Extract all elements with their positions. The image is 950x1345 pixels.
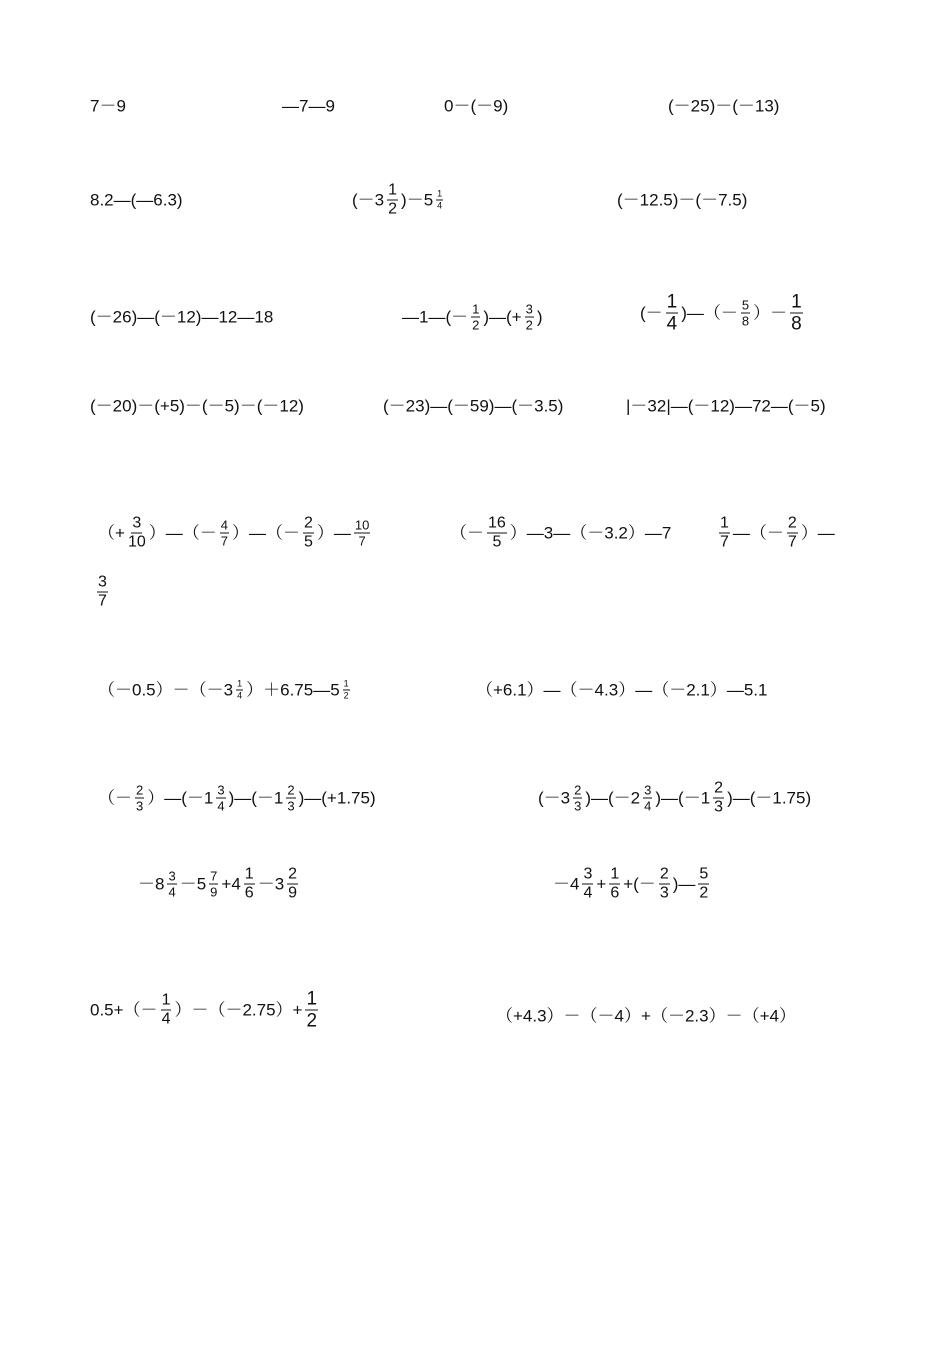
fraction-denominator: 4 bbox=[217, 798, 225, 814]
expression-text: )—(+ bbox=[483, 307, 522, 327]
fraction-denominator: 9 bbox=[288, 884, 298, 902]
expression-text: ）＋6.75—5 bbox=[246, 680, 340, 700]
math-expression bbox=[668, 98, 779, 115]
math-expression bbox=[626, 398, 826, 415]
expression-text: +4 bbox=[221, 874, 241, 894]
math-expression bbox=[496, 1008, 796, 1025]
expression-text: 8.2—(—6.3) bbox=[90, 190, 183, 210]
fraction-numerator: 1 bbox=[610, 865, 620, 883]
fraction bbox=[787, 516, 798, 551]
fraction-denominator: 8 bbox=[791, 313, 802, 335]
expression-text: －8 bbox=[138, 874, 165, 894]
expression-text: (－26)—(－12)—12—18 bbox=[90, 307, 274, 327]
expression-text: －3 bbox=[257, 874, 285, 894]
expression-text: —（－ bbox=[732, 523, 784, 543]
expression-text: (－3 bbox=[352, 190, 385, 210]
expression-text: )— bbox=[672, 874, 696, 894]
fraction-numerator: 1 bbox=[237, 678, 243, 689]
fraction-denominator: 7 bbox=[720, 533, 729, 551]
fraction-denominator: 2 bbox=[699, 884, 709, 902]
expression-text: 0.5+（－ bbox=[90, 1000, 158, 1020]
expression-text: (－3 bbox=[538, 788, 571, 808]
fraction bbox=[573, 784, 582, 813]
fraction bbox=[305, 990, 318, 1031]
math-expression bbox=[90, 98, 126, 115]
expression-text: ）—（－ bbox=[148, 523, 217, 543]
fraction bbox=[713, 781, 724, 816]
fraction bbox=[609, 867, 620, 902]
expression-text: ）— bbox=[800, 523, 835, 543]
expression-text: (－12.5)－(－7.5) bbox=[617, 190, 748, 210]
expression-text: (－25)－(－13) bbox=[668, 96, 780, 116]
math-expression bbox=[444, 98, 508, 115]
fraction-denominator: 4 bbox=[437, 200, 443, 211]
fraction bbox=[209, 870, 218, 899]
math-expression bbox=[90, 990, 321, 1031]
fraction-numerator: 1 bbox=[791, 291, 802, 313]
fraction-denominator: 7 bbox=[220, 533, 228, 549]
fraction-numerator: 2 bbox=[574, 782, 582, 798]
expression-text: (－23)—(－59)—(－3.5) bbox=[383, 396, 564, 416]
fraction bbox=[659, 867, 670, 902]
fraction-numerator: 2 bbox=[787, 514, 797, 532]
math-expression bbox=[716, 516, 835, 551]
expression-text: ）— bbox=[316, 523, 351, 543]
fraction-denominator: 7 bbox=[787, 533, 797, 551]
expression-text: （－0.5）－（－3 bbox=[98, 680, 234, 700]
expression-text: )—(－1.75) bbox=[727, 788, 812, 808]
fraction bbox=[471, 303, 480, 332]
fraction-numerator: 1 bbox=[472, 301, 480, 317]
expression-text: －5 bbox=[179, 874, 207, 894]
fraction-denominator: 9 bbox=[210, 884, 218, 900]
fraction-denominator: 6 bbox=[610, 884, 620, 902]
fraction-denominator: 2 bbox=[388, 200, 398, 218]
math-expression bbox=[90, 192, 183, 209]
math-expression bbox=[98, 784, 376, 813]
fraction bbox=[790, 293, 803, 334]
expression-text: —7—9 bbox=[282, 96, 335, 116]
fraction-denominator: 4 bbox=[161, 1010, 171, 1028]
fraction-numerator: 1 bbox=[388, 181, 398, 199]
fraction-numerator: 10 bbox=[354, 517, 370, 533]
fraction-denominator: 2 bbox=[343, 690, 349, 701]
expression-text: 7－9 bbox=[90, 96, 126, 116]
fraction bbox=[128, 516, 146, 551]
expression-text: )—(－2 bbox=[585, 788, 641, 808]
fraction bbox=[525, 303, 534, 332]
expression-text: ）—3—（－3.2）—7 bbox=[509, 523, 672, 543]
expression-text: （+6.1）—（－4.3）—（－2.1）—5.1 bbox=[476, 680, 768, 700]
expression-text: （+4.3）－（－4）+（－2.3）－（+4） bbox=[496, 1006, 796, 1026]
fraction-numerator: 2 bbox=[303, 514, 313, 532]
math-expression bbox=[352, 183, 446, 218]
math-expression bbox=[282, 98, 335, 115]
fraction bbox=[719, 516, 730, 551]
fraction-numerator: 7 bbox=[210, 868, 218, 884]
fraction-denominator: 3 bbox=[287, 798, 295, 814]
math-expression bbox=[402, 303, 543, 332]
fraction bbox=[97, 575, 108, 610]
math-expression bbox=[98, 680, 353, 701]
math-expression bbox=[617, 192, 747, 209]
fraction-numerator: 16 bbox=[488, 514, 506, 532]
fraction-numerator: 1 bbox=[244, 865, 254, 883]
expression-text: —1—(－ bbox=[402, 307, 469, 327]
fraction-denominator: 5 bbox=[303, 533, 313, 551]
fraction-numerator: 1 bbox=[343, 678, 349, 689]
fraction bbox=[343, 680, 350, 701]
fraction bbox=[666, 293, 679, 334]
fraction-denominator: 2 bbox=[472, 317, 480, 333]
fraction-denominator: 4 bbox=[666, 313, 678, 335]
fraction bbox=[244, 867, 255, 902]
fraction-numerator: 1 bbox=[720, 514, 729, 532]
fraction-denominator: 3 bbox=[659, 884, 669, 902]
fraction bbox=[216, 784, 225, 813]
fraction-numerator: 1 bbox=[161, 991, 171, 1009]
fraction-numerator: 3 bbox=[217, 782, 225, 798]
expression-text: ）－（－2.75）+ bbox=[174, 1000, 303, 1020]
fraction-numerator: 4 bbox=[220, 517, 228, 533]
fraction bbox=[487, 516, 507, 551]
fraction bbox=[287, 867, 298, 902]
fraction bbox=[220, 519, 229, 548]
fraction-denominator: 4 bbox=[644, 798, 652, 814]
math-expression bbox=[640, 293, 806, 334]
fraction-denominator: 7 bbox=[98, 592, 107, 610]
expression-text: （+ bbox=[98, 523, 125, 543]
expression-text: （－ bbox=[98, 788, 132, 808]
fraction-denominator: 3 bbox=[136, 798, 144, 814]
fraction-denominator: 10 bbox=[127, 533, 146, 551]
fraction bbox=[582, 867, 593, 902]
expression-text: 0－(－9) bbox=[444, 96, 509, 116]
fraction-denominator: 4 bbox=[168, 884, 176, 900]
fraction-numerator: 1 bbox=[306, 988, 318, 1010]
expression-text: )—(－1 bbox=[228, 788, 284, 808]
expression-text: ）—（－ bbox=[231, 523, 300, 543]
math-expression bbox=[90, 398, 304, 415]
fraction bbox=[698, 867, 709, 902]
fraction-denominator: 8 bbox=[741, 313, 750, 329]
fraction-denominator: 6 bbox=[244, 884, 254, 902]
fraction-denominator: 2 bbox=[306, 1010, 318, 1032]
expression-text: )—（－ bbox=[681, 303, 738, 323]
fraction-denominator: 7 bbox=[358, 533, 366, 549]
fraction-denominator: 5 bbox=[492, 533, 502, 551]
fraction-numerator: 1 bbox=[437, 188, 443, 199]
expression-text: + bbox=[596, 874, 607, 894]
fraction bbox=[354, 519, 370, 548]
expression-text: )—(+1.75) bbox=[298, 788, 376, 808]
fraction-numerator: 3 bbox=[132, 514, 142, 532]
math-expression bbox=[476, 682, 767, 699]
fraction-numerator: 3 bbox=[98, 573, 107, 591]
fraction-denominator: 3 bbox=[714, 798, 724, 816]
fraction-numerator: 2 bbox=[659, 865, 669, 883]
math-expression bbox=[553, 867, 712, 902]
fraction bbox=[387, 183, 398, 218]
fraction-numerator: 3 bbox=[644, 782, 652, 798]
expression-text: ) bbox=[536, 307, 543, 327]
fraction bbox=[643, 784, 652, 813]
fraction-numerator: 5 bbox=[699, 865, 709, 883]
fraction-numerator: 2 bbox=[136, 782, 144, 798]
math-expression bbox=[90, 309, 273, 326]
expression-text: )—(－1 bbox=[655, 788, 711, 808]
expression-text: )－5 bbox=[401, 190, 434, 210]
fraction-denominator: 2 bbox=[525, 317, 533, 333]
expression-text: (－ bbox=[640, 303, 663, 323]
expression-text: +(－ bbox=[623, 874, 656, 894]
expression-text: (－20)－(+5)－(－5)－(－12) bbox=[90, 396, 304, 416]
fraction bbox=[303, 516, 314, 551]
expression-text: |－32|—(－12)—72—(－5) bbox=[626, 396, 826, 416]
fraction-numerator: 1 bbox=[666, 291, 678, 313]
fraction-numerator: 2 bbox=[714, 779, 724, 797]
fraction-numerator: 3 bbox=[583, 865, 593, 883]
math-expression bbox=[383, 398, 563, 415]
expression-text: ）—(－1 bbox=[147, 788, 214, 808]
fraction bbox=[286, 784, 295, 813]
math-expression bbox=[94, 575, 111, 610]
expression-text: （－ bbox=[450, 523, 484, 543]
math-expression bbox=[138, 867, 301, 902]
fraction bbox=[135, 784, 144, 813]
expression-text: －4 bbox=[553, 874, 580, 894]
fraction-numerator: 3 bbox=[525, 301, 533, 317]
math-expression bbox=[450, 516, 671, 551]
fraction bbox=[236, 680, 243, 701]
fraction-denominator: 3 bbox=[574, 798, 582, 814]
fraction bbox=[741, 299, 750, 328]
math-expression bbox=[538, 781, 811, 816]
math-expression bbox=[98, 516, 373, 551]
fraction-denominator: 4 bbox=[237, 690, 243, 701]
fraction bbox=[161, 993, 172, 1028]
fraction-numerator: 2 bbox=[287, 782, 295, 798]
fraction-denominator: 4 bbox=[583, 884, 593, 902]
fraction-numerator: 3 bbox=[168, 868, 176, 884]
fraction bbox=[436, 190, 443, 211]
fraction bbox=[167, 870, 176, 899]
expression-text: ）－ bbox=[753, 303, 788, 323]
fraction-numerator: 2 bbox=[288, 865, 298, 883]
fraction-numerator: 5 bbox=[741, 297, 750, 313]
